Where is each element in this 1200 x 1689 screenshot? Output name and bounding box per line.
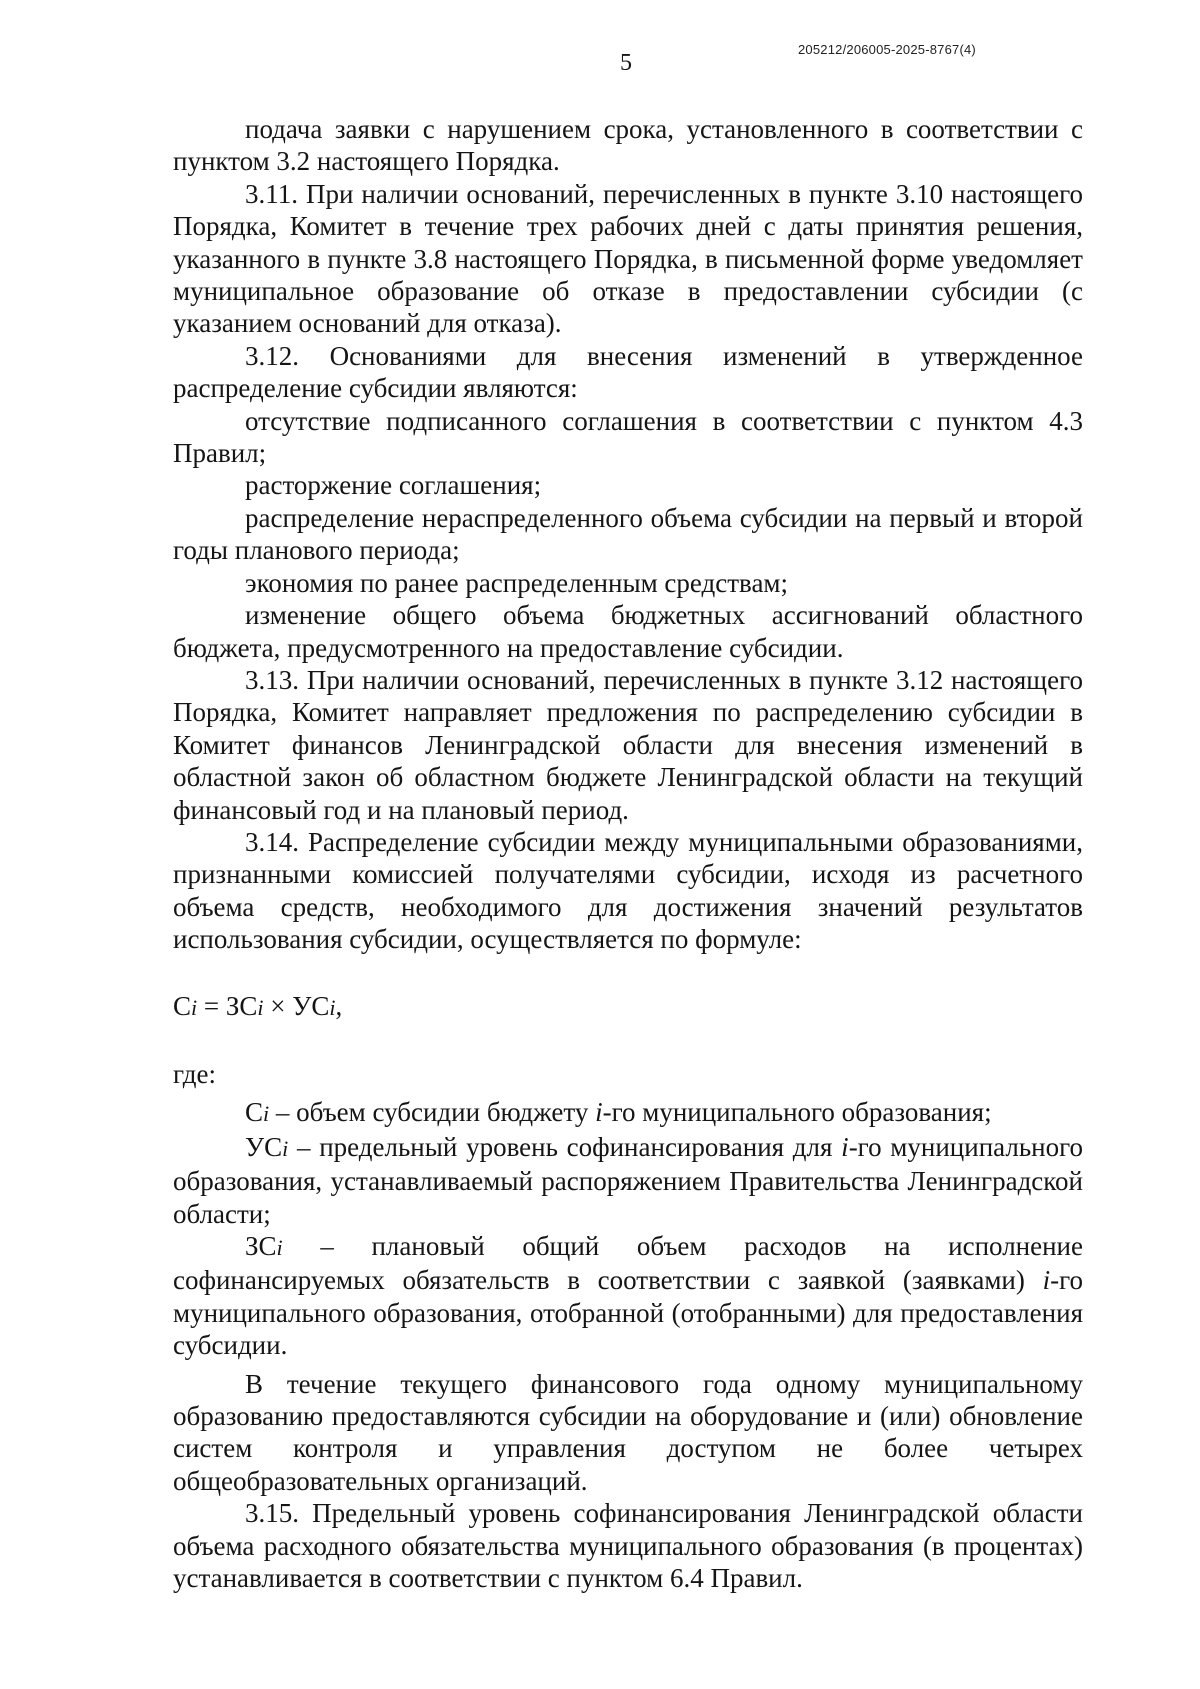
page-number: 5: [620, 50, 632, 76]
definition-rest: -го муниципального образования, устанавливаемый распоряжением Правительства Ленинградской области;: [173, 1131, 1084, 1229]
paragraph-limit: В течение текущего финансового года одному муниципальному образованию предоставляются субсидии на оборудование и (или) обновление систем контроля и управления доступом не более четырех общеобразовательных организаций.: [173, 1368, 1083, 1496]
definition-index: i: [282, 1135, 289, 1161]
definition-zs: [173, 1230, 1083, 1362]
definition-text: – объем субсидии бюджету: [269, 1097, 596, 1128]
definition-index-word: i: [1042, 1265, 1051, 1296]
document-body: [173, 113, 1083, 1594]
formula: [173, 990, 1083, 1024]
paragraph-3-15: 3.15. Предельный уровень софинансирования Ленинградской области объема расходного обязательства муниципального образования (в процентах) устанавливается в соответствии с пунктом 6.4 Правил.: [173, 1498, 1083, 1594]
definition-c: [173, 1096, 1083, 1130]
list-item: распределение нераспределенного объема субсидии на первый и второй годы планового периода;: [173, 502, 1083, 566]
list-item: расторжение соглашения;: [245, 470, 542, 501]
formula-index: i: [257, 994, 264, 1020]
definition-text: – предельный уровень софинансирования для: [288, 1131, 842, 1162]
paragraph-3-11: 3.11. При наличии оснований, перечисленных в пункте 3.10 настоящего Порядка, Комитет в течение трех рабочих дней с даты принятия решения, указанного в пункте 3.8 настоящего Порядка, в письменной форме уведомляет муниципальное образование об отказе в предоставлении субсидии (с указанием оснований для отказа).: [173, 178, 1083, 339]
list-item: экономия по ранее распределенным средствам;: [245, 567, 789, 598]
formula-eq: = ЗС: [197, 990, 258, 1021]
definition-text: – плановый общий объем расходов на исполнение софинансируемых обязательств в соответствии с заявкой (заявками): [173, 1231, 1083, 1296]
document-id: 205212/206005-2025-8767(4): [798, 42, 976, 57]
paragraph-3-13: 3.13. При наличии оснований, перечисленных в пункте 3.12 настоящего Порядка, Комитет направляет предложения по распределению субсидии в Комитет финансов Ленинградской области для внесения изменений в областной закон об областном бюджете Ленинградской области на текущий финансовый год и на плановый период.: [173, 664, 1083, 825]
definition-index: i: [263, 1101, 270, 1127]
definition-us: [173, 1131, 1083, 1230]
definition-index-word: i: [841, 1131, 849, 1162]
formula-index: i: [191, 994, 198, 1020]
definition-rest: -го муниципального образования;: [602, 1097, 992, 1128]
definition-symbol: УС: [245, 1131, 283, 1162]
formula-lhs: С: [173, 990, 192, 1021]
formula-end: ,: [335, 990, 343, 1021]
list-item: отсутствие подписанного соглашения в соответствии с пунктом 4.3 Правил;: [173, 405, 1083, 469]
paragraph: подача заявки с нарушением срока, установленного в соответствии с пунктом 3.2 настоящего Порядка.: [173, 114, 1083, 177]
paragraph-3-12: 3.12. Основаниями для внесения изменений в утвержденное распределение субсидии являются:: [173, 340, 1083, 404]
definition-symbol: ЗС: [245, 1231, 277, 1261]
definition-index-word: i: [595, 1097, 603, 1128]
list-item: изменение общего объема бюджетных ассигнований областного бюджета, предусмотренного на предоставление субсидии.: [173, 600, 1083, 663]
formula-index: i: [329, 994, 336, 1020]
where-label: где:: [173, 1058, 216, 1089]
formula-times: × УС: [263, 990, 330, 1021]
paragraph-3-14: 3.14. Распределение субсидии между муниципальными образованиями, признанными комиссией получателями субсидии, исходя из расчетного объема средств, необходимого для достижения значений результатов использования субсидии, осуществляется по формуле:: [173, 826, 1083, 955]
definition-rest: -го муниципального образования, отобранной (отобранными) для предоставления субсидии.: [173, 1265, 1083, 1361]
definition-symbol: С: [245, 1097, 264, 1128]
definition-index: i: [276, 1235, 283, 1260]
